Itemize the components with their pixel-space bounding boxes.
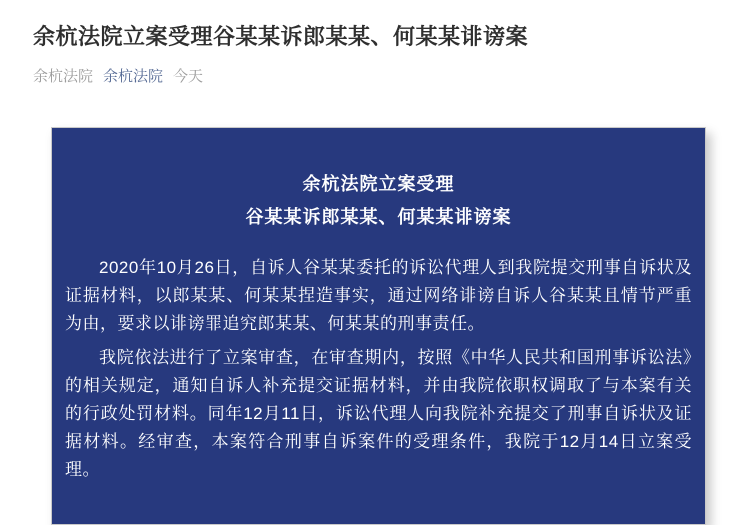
- notice-card-title: [65, 168, 692, 234]
- notice-card: [51, 127, 706, 525]
- byline-date: 今天: [173, 68, 204, 85]
- notice-paragraph-2: 我院依法进行了立案审查，在审查期内，按照《中华人民共和国刑事诉讼法》的相关规定，通知自诉人补充提交证据材料，并由我院依职权调取了与本案有关的行政处罚材料。同年12月11日，诉讼代理人向我院补充提交了刑事自诉状及证据材料。经审查，本案符合刑事自诉案件的受理条件，我院于12月14日立案受理。: [65, 348, 692, 479]
- notice-card-title-line1: 余杭法院立案受理: [302, 174, 455, 194]
- byline: [33, 68, 706, 85]
- notice-card-title-line2: 谷某某诉郎某某、何某某诽谤案: [245, 207, 512, 227]
- byline-author: 余杭法院: [33, 68, 94, 85]
- notice-paragraph-1: 2020年10月26日，自诉人谷某某委托的诉讼代理人到我院提交刑事自诉状及证据材料，以郎某某、何某某捏造事实，通过网络诽谤自诉人谷某某且情节严重为由，要求以诽谤罪追究郎某某、何某某的刑事责任。: [65, 258, 692, 333]
- article-title: 余杭法院立案受理谷某某诉郎某某、何某某诽谤案: [33, 24, 529, 49]
- account-link[interactable]: 余杭法院: [103, 68, 164, 85]
